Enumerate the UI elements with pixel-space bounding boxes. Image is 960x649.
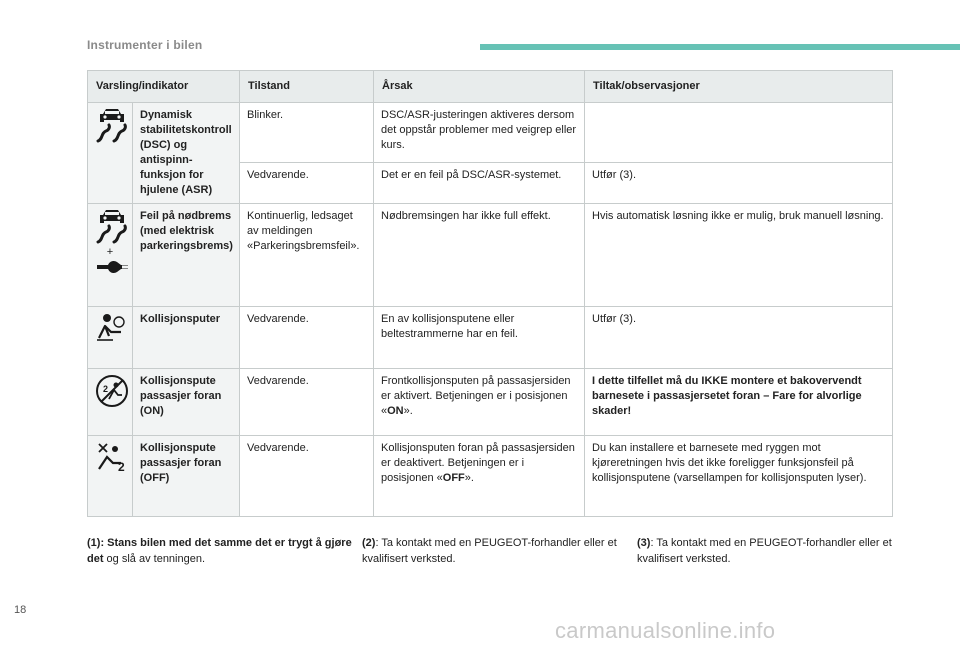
wrench-icon <box>95 259 129 275</box>
header-accent-bar <box>480 44 960 50</box>
indicator-icon-cell <box>88 369 133 436</box>
cause-cell <box>374 436 585 517</box>
footnote-text: : Ta kontakt med en PEUGEOT-forhandler eller et kvalifisert verksted. <box>637 537 892 565</box>
column-header-cause: Årsak <box>374 71 585 103</box>
table-row <box>88 369 893 436</box>
cause-text: Frontkollisjonsputen på passasjersiden er aktivert. Betjeningen er i posisjonen « <box>381 375 571 417</box>
indicator-label: Feil på nødbrems (med elektrisk parkeringsbrems) <box>133 204 240 307</box>
page-number: 18 <box>14 604 27 616</box>
svg-text:2: 2 <box>103 384 109 394</box>
action-cell: Utfør (3). <box>585 307 893 369</box>
footnote-ref: (1) <box>87 537 101 549</box>
cause-key-off: OFF <box>442 472 465 484</box>
passenger-airbag-off-icon <box>95 441 129 473</box>
indicator-icon-cell <box>88 307 133 369</box>
table-header-row <box>88 71 893 103</box>
cause-text-end: ». <box>464 472 474 484</box>
footnote-ref: (3) <box>637 537 651 549</box>
indicator-icon-cell <box>88 204 133 307</box>
column-header-state: Tilstand <box>240 71 374 103</box>
cause-cell: DSC/ASR-justeringen aktiveres dersom det oppstår problemer med veigrep eller kurs. <box>374 103 585 163</box>
skidding-car-icon <box>95 209 129 245</box>
table-row <box>88 307 893 369</box>
column-header-indicator: Varsling/indikator <box>88 71 240 103</box>
action-cell: Utfør (3). <box>585 163 893 204</box>
indicator-icon-cell <box>88 103 133 204</box>
column-header-action: Tiltak/observasjoner <box>585 71 893 103</box>
state-cell: Kontinuerlig, ledsaget av meldingen «Parkeringsbremsfeil». <box>240 204 374 307</box>
footnote-bold-text: : Stans bilen med det samme det er trygt å gjøre det <box>87 537 352 565</box>
state-cell: Blinker. <box>240 103 374 163</box>
cause-cell: Det er en feil på DSC/ASR-systemet. <box>374 163 585 204</box>
indicator-icon-cell <box>88 436 133 517</box>
watermark: carmanualsonline.info <box>555 618 776 643</box>
footnote-text: og slå av tenningen. <box>103 553 206 565</box>
table-row <box>88 204 893 307</box>
footnote-text: : Ta kontakt med en PEUGEOT-forhandler eller et kvalifisert verksted. <box>362 537 617 565</box>
indicator-label: Kollisjonspute passasjer foran (ON) <box>133 369 240 436</box>
svg-text:2: 2 <box>118 460 125 473</box>
icon-plus-sign: + <box>106 246 114 258</box>
action-cell: Hvis automatisk løsning ikke er mulig, bruk manuell løsning. <box>585 204 893 307</box>
warning-lights-table <box>87 70 893 517</box>
state-cell: Vedvarende. <box>240 307 374 369</box>
indicator-label: Dynamisk stabilitetskontroll (DSC) og antispinn-funksjon for hjulene (ASR) <box>133 103 240 204</box>
footnote-3 <box>637 535 892 567</box>
footnote-ref: (2) <box>362 537 376 549</box>
indicator-label: Kollisjonspute passasjer foran (OFF) <box>133 436 240 517</box>
action-cell <box>585 103 893 163</box>
state-cell: Vedvarende. <box>240 369 374 436</box>
indicator-label: Kollisjonsputer <box>133 307 240 369</box>
table-row <box>88 436 893 517</box>
page-section-title: Instrumenter i bilen <box>87 38 203 52</box>
state-cell: Vedvarende. <box>240 163 374 204</box>
cause-cell: Nødbremsingen har ikke full effekt. <box>374 204 585 307</box>
action-cell: Du kan installere et barnesete med ryggen mot kjøreretningen hvis det ikke foreligger funksjonsfeil på kollisjonsputene (varsellampen for kollisjonsputen lyser). <box>585 436 893 517</box>
cause-text: Kollisjonsputen foran på passasjersiden er deaktivert. Betjeningen er i posisjonen « <box>381 442 575 484</box>
cause-cell: En av kollisjonsputene eller beltestrammerne har en feil. <box>374 307 585 369</box>
footnote-1 <box>87 535 352 567</box>
skidding-car-icon <box>95 108 129 144</box>
cause-text-end: ». <box>403 405 413 417</box>
action-cell: I dette tilfellet må du IKKE montere et bakovervendt barnesete i passasjersetet foran – Fare for alvorlige skader! <box>585 369 893 436</box>
passenger-airbag-on-icon <box>95 374 129 408</box>
airbag-warning-icon <box>95 312 129 342</box>
state-cell: Vedvarende. <box>240 436 374 517</box>
table-row <box>88 103 893 163</box>
cause-key-on: ON <box>387 405 404 417</box>
footnote-2 <box>362 535 622 567</box>
cause-cell <box>374 369 585 436</box>
